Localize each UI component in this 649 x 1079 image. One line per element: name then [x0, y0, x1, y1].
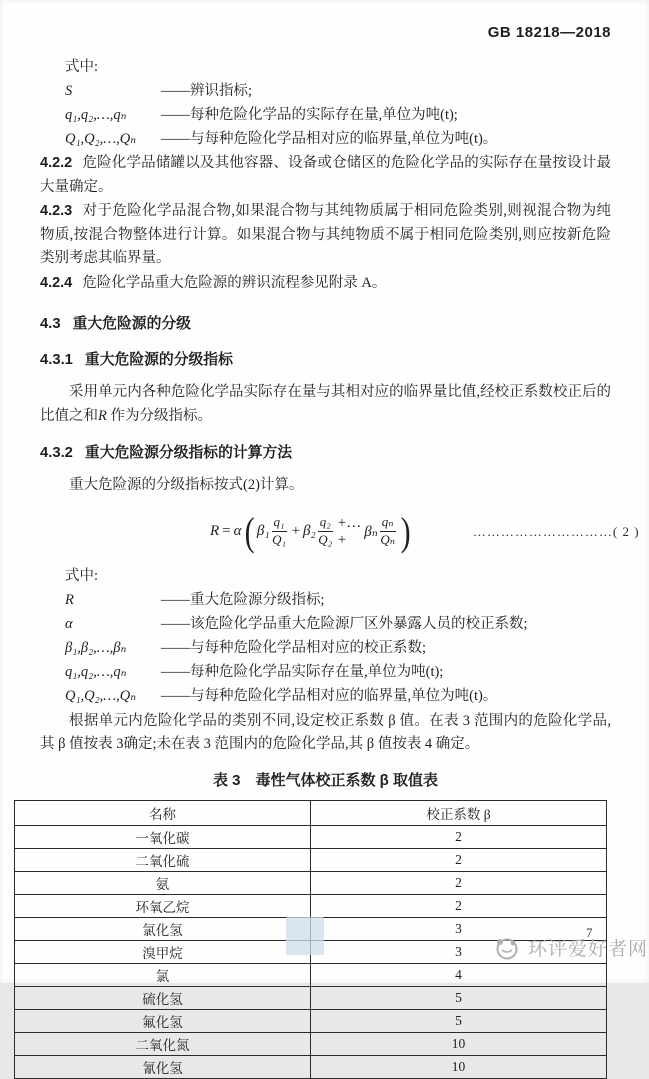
page-number: 7: [586, 925, 593, 940]
fraction-2: [318, 515, 333, 548]
table-row: [15, 963, 607, 986]
definition-desc: ——与每种危险化学品相对应的临界量,单位为吨(t)。: [161, 131, 498, 147]
heading-number: 4.3.2: [40, 445, 73, 461]
clause-text: 对于危险化学品混合物,如果混合物与其纯物质属于相同危险类别,则视混合物为纯物质,按混合物整体进行计算。如果混合物与其纯物质不属于相同危险类别,则应按新危险类别考虑其临界量。: [40, 203, 611, 266]
standard-number: GB 18218—2018: [487, 24, 611, 41]
site-watermark: [494, 934, 648, 961]
clause-text: 作为分级指标。: [106, 407, 212, 424]
cell-name: 二氧化氮: [15, 1032, 311, 1055]
definition-symbol: S: [65, 83, 73, 99]
cell-beta: 3: [311, 940, 607, 963]
symbol-R: R: [98, 407, 107, 424]
definition-item: [40, 684, 611, 708]
header-cell-beta: 校正系数 β: [311, 800, 607, 825]
header-cell-name: 名称: [15, 800, 311, 825]
cell-beta: 2: [311, 894, 607, 917]
table-row: [15, 1009, 607, 1032]
cell-name: 溴甲烷: [15, 940, 311, 963]
fraction-1: [272, 515, 287, 548]
cell-beta: 5: [311, 1009, 607, 1032]
formula-2: [40, 506, 640, 558]
definition-item: [40, 660, 611, 684]
numerator: q₂: [318, 515, 333, 532]
definitions-intro: 式中:: [65, 59, 99, 75]
paragraph-4-2-2: [40, 152, 611, 199]
cell-name: 氯化氢: [15, 917, 311, 940]
cell-name: 氰化氢: [15, 1055, 311, 1078]
definition-desc: ——与每种危险化学品相对应的校正系数;: [161, 639, 427, 656]
paragraph-beta-rule: [40, 710, 611, 757]
section-heading-4-3-1: [40, 349, 611, 371]
beta-n: βₙ: [364, 524, 378, 540]
definition-symbol: q₁,q₂,…,qₙ: [65, 663, 127, 680]
definition-item: [40, 103, 611, 127]
formula1-definitions: [40, 55, 611, 151]
cell-name: 氟化氢: [15, 1009, 311, 1032]
denominator: Qₙ: [380, 532, 395, 547]
equation-leader: [473, 524, 640, 540]
definition-symbol: Q₁,Q₂,…,Qₙ: [65, 131, 137, 147]
table-row: [15, 871, 607, 894]
cell-beta: 5: [311, 986, 607, 1009]
cell-name: 一氧化碳: [15, 825, 311, 848]
table-row: [15, 825, 607, 848]
beta2: β₂: [303, 523, 316, 539]
definition-desc: ——辨识指标;: [161, 83, 253, 99]
definition-symbol: α: [65, 615, 73, 632]
table-row: [15, 986, 607, 1009]
definition-desc: ——每种危险化学品实际存在量,单位为吨(t);: [161, 663, 444, 680]
heading-number: 4.3.1: [40, 352, 73, 368]
definition-symbol: Q₁,Q₂,…,Qₙ: [65, 687, 137, 704]
clause-text: 采用单元内各种危险化学品实际存在量与其相对应的临界量比值,经校正系数校正后的比值之和: [40, 384, 611, 424]
formula-lhs: R: [210, 523, 220, 539]
table-row: [15, 1055, 607, 1078]
formula-expression: R = α ( β₁ $\frac{\text{q₁}}{\text{Q₁}}$ + β₂ $\frac{\text{q₂}}{\text{Q₂}}$ +…+ βₙ $\frac{\text{qₙ}}{\text{Qₙ}}$ ): [210, 508, 411, 554]
clause-number: 4.2.4: [40, 274, 73, 291]
cell-beta: 2: [311, 825, 607, 848]
definition-item: [40, 612, 611, 636]
cell-beta: 3: [311, 917, 607, 940]
section-heading-4-3-2: [40, 442, 611, 464]
definition-symbol: β₁,β₂,…,βₙ: [65, 639, 127, 656]
cell-name: 氯: [15, 963, 311, 986]
definition-symbol: R: [65, 591, 74, 608]
cell-beta: 10: [311, 1032, 607, 1055]
definition-item: [40, 79, 611, 103]
paragraph-4-2-3: [40, 200, 611, 271]
table-row: [15, 848, 607, 871]
cell-name: 硫化氢: [15, 986, 311, 1009]
heading-title: 重大危险源的分级指标: [84, 352, 233, 368]
blue-stamp-watermark: [286, 917, 324, 955]
clause-number: 4.2.2: [40, 155, 73, 171]
table-row: [15, 1032, 607, 1055]
heading-number: 4.3: [40, 316, 61, 332]
cell-beta: 2: [311, 871, 607, 894]
equation-number: ( 2 ): [612, 523, 640, 539]
clause-text: 危险化学品储罐以及其他容器、设备或仓储区的危险化学品的实际存在量按设计最大量确定。: [40, 155, 611, 195]
equals-sign: =: [222, 523, 231, 539]
table-row: [15, 894, 607, 917]
alpha-symbol: α: [233, 523, 242, 539]
paragraph-4-2-4: [40, 272, 611, 296]
table-header-row: [15, 800, 607, 825]
cell-name: 二氧化硫: [15, 848, 311, 871]
numerator: q₁: [272, 515, 287, 532]
definition-item: [40, 636, 611, 660]
ellipsis-plus: +…+: [337, 514, 362, 548]
definitions-intro: 式中:: [65, 567, 99, 584]
definition-desc: ——与每种危险化学品相对应的临界量,单位为吨(t)。: [161, 687, 498, 704]
cell-beta: 10: [311, 1055, 607, 1078]
clause-number: 4.2.3: [40, 203, 73, 219]
clause-text: 重大危险源的分级指标按式(2)计算。: [69, 477, 304, 493]
definition-item: [40, 127, 611, 151]
paragraph-4-3-2: [40, 474, 611, 498]
section-heading-4-3: [40, 313, 611, 335]
beta1: β₁: [256, 523, 270, 539]
plus-sign: +: [291, 523, 301, 539]
table3-caption: 表 3 毒性气体校正系数 β 取值表: [212, 771, 438, 789]
clause-text: 根据单元内危险化学品的类别不同,设定校正系数 β 值。在表 3 范围内的危险化学品,其 β 值按表 3确定;未在表 3 范围内的危险化学品,其 β 值按表 4 确定。: [40, 712, 611, 752]
cell-beta: 2: [311, 848, 607, 871]
numerator: qₙ: [380, 515, 396, 532]
definition-desc: ——该危险化学品重大危险源厂区外暴露人员的校正系数;: [161, 615, 528, 632]
watermark-logo-icon: [494, 935, 520, 961]
heading-title: 重大危险源分级指标的计算方法: [84, 445, 293, 461]
clause-text: 危险化学品重大危险源的辨识流程参见附录 A。: [82, 274, 387, 291]
leader-dots: …………………………: [472, 523, 613, 539]
watermark-text: 环评爱好者网: [528, 939, 649, 960]
definition-symbol: q₁,q₂,…,qₙ: [65, 107, 127, 123]
definition-desc: ——重大危险源分级指标;: [161, 591, 325, 608]
definition-item: [40, 588, 611, 612]
definition-desc: ——每种危险化学品的实际存在量,单位为吨(t);: [161, 107, 458, 123]
cell-beta: 4: [311, 963, 607, 986]
formula2-definitions: [40, 564, 611, 708]
heading-title: 重大危险源的分级: [72, 316, 191, 332]
cell-name: 氨: [15, 871, 311, 894]
paragraph-4-3-1: [40, 381, 611, 428]
denominator: Q₁: [272, 532, 286, 547]
cell-name: 环氧乙烷: [15, 894, 311, 917]
fraction-n: [380, 515, 396, 548]
denominator: Q₂: [318, 532, 333, 547]
